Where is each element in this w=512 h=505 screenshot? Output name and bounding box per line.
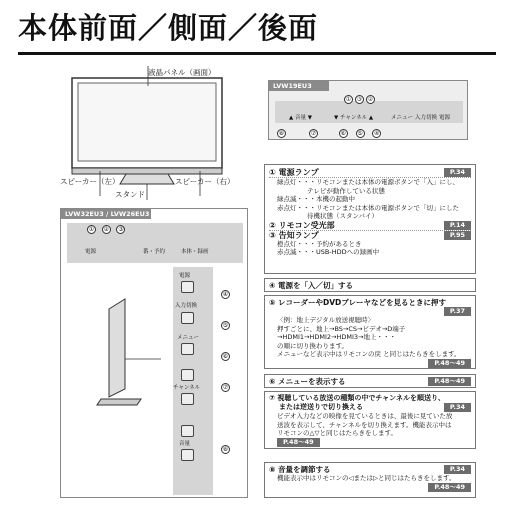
section-8: ⑧ 音量を調節する P.34 機能表示中はリモコンの◁または▷と同じはたらきをします。 P.48～49 bbox=[264, 462, 476, 498]
s1-line2: テレビが動作している状態 bbox=[307, 186, 385, 195]
s5-line5: メニューなど表示中はリモコンの戻 と同じはたらきをします。 bbox=[277, 350, 461, 358]
lvw32-panel bbox=[60, 208, 248, 498]
section-1-3 bbox=[264, 164, 476, 274]
s1-line1: 緑点灯・・・リモコンまたは本体の電源ボタンで「入」にし、 bbox=[277, 178, 459, 186]
s5-line1: 〈例：地上デジタル放送視聴時〉 bbox=[277, 316, 375, 324]
section-4: ④ 電源を「入／切」する bbox=[264, 278, 476, 292]
lvw19-volume-label: ▲ 音量 ▼ bbox=[289, 115, 312, 121]
section-7: ⑦ 視聴している放送の種類の中でチャンネルを順送り、 または逆送りで切り換える P.34 ビデオ入力などの映像を見ているときは、最後に見ていた放 送波を表示して、チャンネルを切り換えます。機能表示中は リモコンの△▽と同じはたらきをします。 P.48～49 bbox=[264, 391, 476, 449]
lvw32-front-record: 本体・録画 bbox=[181, 249, 209, 255]
s8-line1: 機能表示中はリモコンの◁または▷と同じはたらきをします。 bbox=[277, 474, 456, 482]
side-menu-button[interactable] bbox=[181, 343, 194, 355]
lvw19-small-labels: ① ③ ② bbox=[345, 96, 374, 103]
side-power-button[interactable] bbox=[181, 281, 194, 293]
lvw19-power-label: 電源 bbox=[439, 115, 451, 121]
s1-line5: 待機状態（スタンバイ） bbox=[307, 212, 379, 220]
s7-line2: 送波を表示して、チャンネルを切り換えます。機能表示中は bbox=[277, 420, 452, 429]
lvw19-model: LVW19EU3 bbox=[269, 81, 329, 91]
side-volume-down-button[interactable] bbox=[181, 449, 194, 461]
side-label-input: 入力切換 bbox=[175, 303, 198, 309]
side-volume-up-button[interactable] bbox=[181, 425, 194, 437]
lvw19-menu-label: メニュー bbox=[391, 115, 414, 121]
s3-line2: 赤点滅・・・USB-HDDへの録画中 bbox=[277, 248, 380, 256]
lvw19-bottom-nums: ⑧ ⑦ ⑥ ⑤ ④ bbox=[278, 130, 380, 137]
lvw32-front-power: 電源 bbox=[85, 249, 97, 255]
section-6: ⑥ メニューを表示する P.48～49 bbox=[264, 374, 476, 388]
lvw32-front-reserve: 番・予約 bbox=[143, 249, 166, 255]
s7-page2: P.48～49 bbox=[277, 438, 320, 447]
lvw19-input-label: 入力切換 bbox=[415, 115, 438, 121]
lvw32-model: LVW32EU3 / LVW26EU3 bbox=[61, 209, 151, 219]
lvw19-channel-label: ▼ チャンネル ▲ bbox=[334, 115, 374, 121]
s1-line3: 緑点滅・・・本機の起動中 bbox=[277, 195, 355, 203]
side-channel-up-button[interactable] bbox=[181, 369, 194, 381]
speaker-left-label: スピーカー（左） bbox=[60, 177, 120, 186]
side-nums: ④ ⑤ ⑥ ⑦ ⑧ bbox=[222, 291, 229, 453]
s5-page2: P.48～49 bbox=[428, 359, 471, 368]
side-label-menu: メニュー bbox=[177, 335, 200, 341]
speaker-right-label: スピーカー（右） bbox=[175, 177, 235, 186]
tv-side-view bbox=[81, 289, 161, 409]
page-title: 本体前面／側面／後面 bbox=[18, 11, 319, 45]
s5-line4: の順に切り換わります。 bbox=[277, 341, 348, 350]
tv-illustration bbox=[60, 66, 260, 226]
s1-line4: 赤点灯・・・リモコンまたは本体の電源ボタンで「切」にした bbox=[277, 203, 459, 212]
side-input-button[interactable] bbox=[181, 312, 194, 324]
section-5: ⑤ レコーダーやDVDプレーヤなどを見るときに押す P.37 〈例：地上デジタル放送視聴時〉 押すごとに、地上→BS→CS→ビデオ→D端子 →HDMI1→HDMI2→HDMI3→地上・・・ の順に切り換わります。 メニューなど表示中はリモコンの戻 と同じはたらきをします。 P.48～49 bbox=[264, 295, 476, 369]
title-rule bbox=[18, 52, 496, 55]
s3-line1: 橙点灯・・・予約があるとき bbox=[277, 239, 362, 248]
s5-line2: 押すごとに、地上→BS→CS→ビデオ→D端子 bbox=[277, 324, 406, 333]
s2-header: ② リモコン受光部 P.14 bbox=[269, 221, 471, 231]
s5-line3: →HDMI1→HDMI2→HDMI3→地上・・・ bbox=[277, 333, 396, 341]
s7-line3: リモコンの△▽と同じはたらきをします。 bbox=[277, 429, 397, 437]
s3-header: ③ 告知ランプ P.95 bbox=[269, 231, 471, 240]
lvw19-panel bbox=[268, 80, 468, 140]
s1-header: ① 電源ランプ P.34 bbox=[269, 168, 471, 178]
lvw32-front-nums: ① ② ③ bbox=[88, 226, 124, 233]
side-label-volume: 音量 bbox=[179, 441, 191, 447]
panel-label: 液晶パネル（画面） bbox=[148, 68, 216, 77]
side-label-power: 電源 bbox=[179, 273, 191, 279]
stand-label: スタンド bbox=[115, 190, 145, 199]
s7-line1: ビデオ入力などの映像を見ているときは、最後に見ていた放 bbox=[277, 412, 453, 420]
s8-page2: P.48～49 bbox=[428, 483, 471, 492]
side-label-channel: チャンネル bbox=[173, 385, 201, 391]
s5-page: P.37 bbox=[444, 307, 471, 316]
side-channel-down-button[interactable] bbox=[181, 393, 194, 405]
